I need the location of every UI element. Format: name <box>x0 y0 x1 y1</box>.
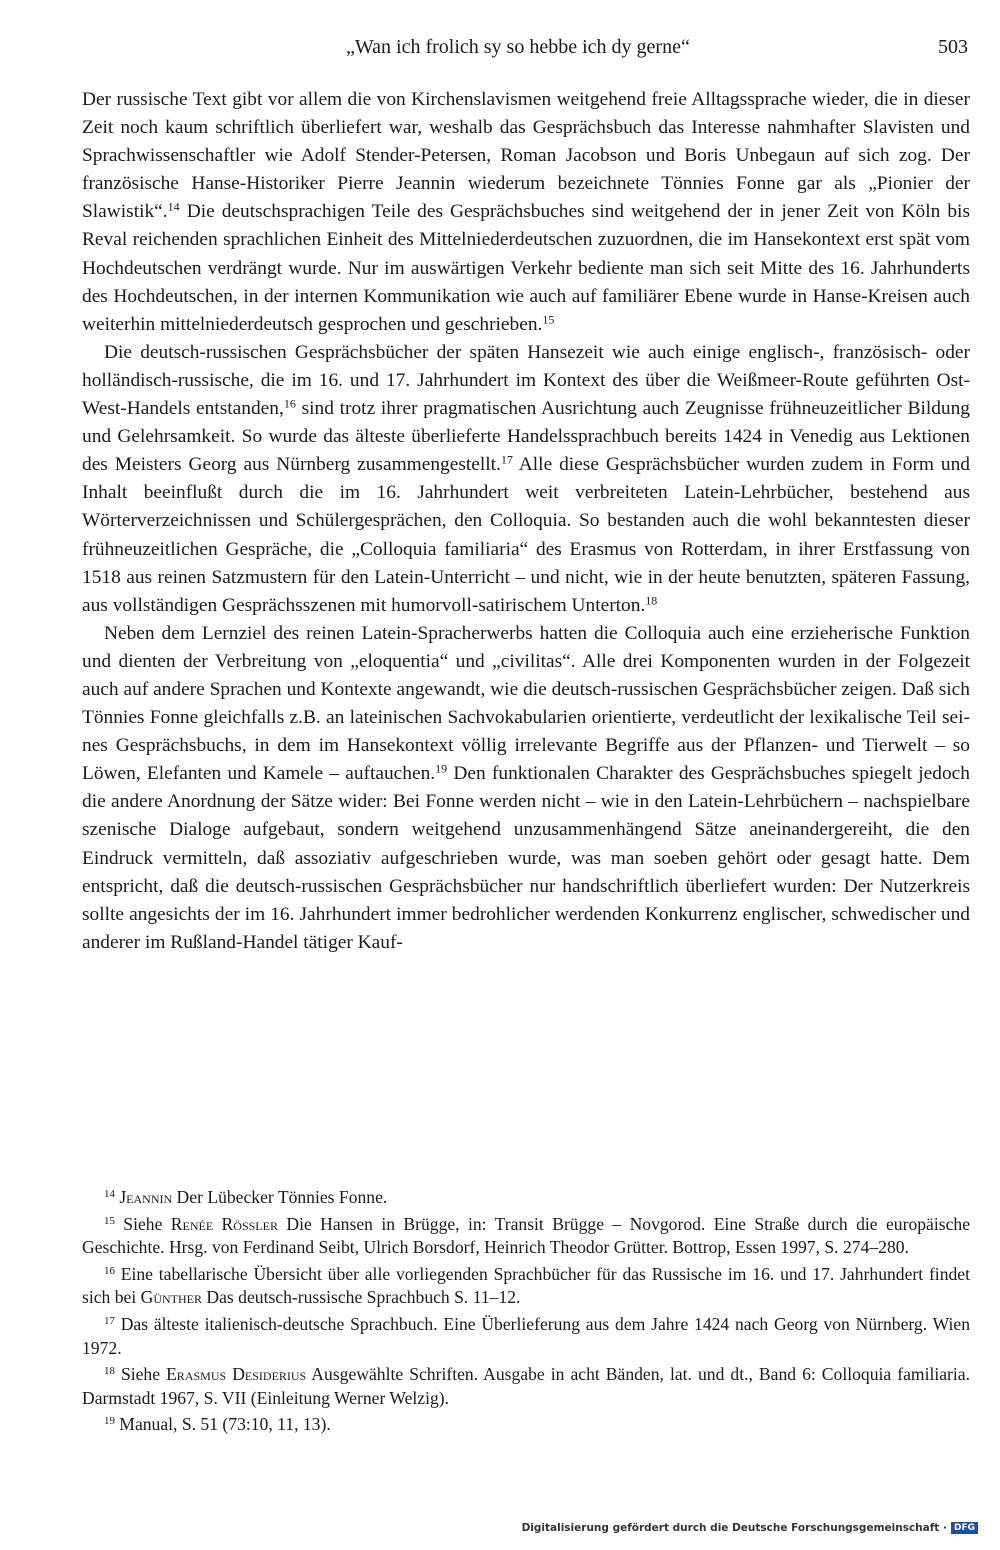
text-run: Alle diese Gesprächsbücher wurden zudem in Form und Inhalt beeinflußt durch die im 16. Jahrhundert weit verbreiteten Latein-Lehrbücher, bestehend aus Wörterverzeichnissen und Schülergesprächen, den Colloquia. So bestanden auch die wohl bekanntesten dieser frühneuzeitlichen Gespräche, die „Colloquia familiaria“ des Erasmus von Rotterdam, in ihrer Erstfassung von 1518 aus reinen Satzmustern für den Latein-Unterricht – und nicht, wie in der heute benutzten, späteren Fassung, aus vollständigen Gesprächsszenen mit humorvoll-satirischem Unterton. <box>82 454 970 616</box>
footnote <box>82 1363 970 1410</box>
footnote-text: Das deutsch-russische Sprachbuch S. 11–12. <box>202 1287 521 1308</box>
footnote-author: Renée Rößler <box>170 1213 278 1234</box>
footnote-number: 18 <box>104 1365 115 1378</box>
footnote-number: 17 <box>104 1314 115 1327</box>
footnote-author: Jeannin <box>119 1187 173 1207</box>
footnote-ref: 18 <box>645 593 658 608</box>
footnote <box>82 1213 970 1260</box>
footnote-ref: 16 <box>283 396 296 411</box>
footnote-author: Erasmus Desiderius <box>166 1364 307 1385</box>
footnote <box>82 1186 970 1210</box>
footnote-lead: Siehe <box>114 1213 171 1234</box>
footnote-ref: 19 <box>435 761 448 776</box>
text-run: Den funktionalen Charakter des Gesprächsbuches spiegelt jedoch die andere Anordnung der Sätze wider: Bei Fonne werden nicht – wie in den Latein-Lehrbüchern – nachspielbare szenische Dialoge aufgebaut, sondern weitgehend unzusammenhängend Sätze aneinandergereiht, die den Eindruck vermitteln, daß assoziativ aufgeschrieben wurde, was man soeben gehört oder gesagt hatte. Dem entspricht, daß die deutsch-russischen Gesprächsbücher nur handschriftlich überliefert wurden: Der Nutzerkreis sollte angesichts der im 16. Jahrhundert immer bedrohlicher werdenden Konkurrenz englischer, schwedischer und anderer im Rußland-Handel tätiger Kauf- <box>82 763 970 953</box>
footnotes <box>82 1186 970 1440</box>
text-run: Die deutschsprachigen Teile des Gesprächsbuches sind weitgehend der in jener Zeit von Köln bis Reval reichenden sprachlichen Einheit des Mittelniederdeutschen zuzuordnen, die im Hansekontext erst spät vom Hochdeutschen verdrängt wurde. Nur im auswärtigen Verkehr bediente man sich seit Mitte des 16. Jahrhunderts des Hochdeutschen, in der internen Kommunikation wie auch auf familiärer Ebene wurde in Hanse-Kreisen auch weiterhin mittelniederdeutsch gesprochen und geschrieben. <box>82 201 970 335</box>
footnote <box>82 1413 970 1437</box>
text-run: sind trotz ihrer pragmatischen Ausrichtung auch Zeugnisse frühneuzeitlicher Bildung und Gelehrsamkeit. So wurde das älteste überlieferte Handelssprachbuch bereits 1424 in Venedig aus Lektionen des Meisters Georg aus Nürnberg zusammengestellt. <box>82 398 970 476</box>
page-number: 503 <box>938 36 968 58</box>
footnote-lead: Eine tabellarische Übersicht über alle vorliegenden Sprachbücher für das Russische im 16. und 17. Jahrhundert findet sich bei <box>82 1263 970 1308</box>
footnote-text: Manual, S. 51 (73:10, 11, 13). <box>114 1414 331 1435</box>
running-title: „Wan ich frolich sy so hebbe ich dy gerne“ <box>346 36 690 58</box>
paragraph <box>82 86 970 339</box>
footnote-number: 15 <box>104 1214 115 1227</box>
footnote-text: Das älteste italienisch-deutsche Sprachbuch. Eine Überlieferung aus dem Jahre 1424 nach Georg von Nürnberg. Wien 1972. <box>82 1313 970 1358</box>
footnote-lead: Siehe <box>114 1364 167 1385</box>
footnote <box>82 1313 970 1360</box>
digitization-credit <box>522 1522 978 1534</box>
paragraph <box>82 620 970 957</box>
footnote-ref: 15 <box>542 312 555 327</box>
footnote-number: 16 <box>104 1264 115 1277</box>
credit-text: Digitalisierung gefördert durch die Deutsche Forschungsgemeinschaft · <box>521 1522 947 1534</box>
footnote-text: Die Hansen in Brügge, in: Transit Brügge – Novgorod. Eine Straße durch die europäische Geschichte. Hrsg. von Ferdinand Seibt, Ulrich Borsdorf, Heinrich Theodor Grütter. Bottrop, Essen 1997, S. 274–280. <box>82 1213 971 1258</box>
footnote-text: Der Lübecker Tönnies Fonne. <box>172 1187 388 1207</box>
footnote-ref: 14 <box>167 199 180 214</box>
footnote-number: 19 <box>104 1415 115 1428</box>
footnote <box>82 1263 970 1310</box>
footnote-text: Ausgewählte Schriften. Ausgabe in acht Bänden, lat. und dt., Band 6: Colloquia familiaria. Darmstadt 1967, S. VII (Einleitung Werner Welzig). <box>82 1364 970 1408</box>
footnote-ref: 17 <box>500 452 513 467</box>
text-run: Die deutsch-russischen Gesprächsbücher der späten Hansezeit wie auch einige englisch-, französisch- oder holländisch-russische, die im 16. und 17. Jahrhundert im Kontext des über die Weißmeer-Route geführten Ost-West-Handels entstanden, <box>82 341 970 420</box>
footnote-number: 14 <box>104 1188 115 1200</box>
paragraph <box>82 339 970 620</box>
footnote-author: Günther <box>140 1287 203 1308</box>
main-text <box>82 86 970 957</box>
text-run: Der russische Text gibt vor allem die von Kirchenslavismen weitgehend freie Alltagssprache wieder, die in dieser Zeit noch kaum schriftlich überliefert war, weshalb das Gesprächsbuch das Interesse nahmhafter Slavisten und Sprachwissenschaftler wie Adolf Stender-Petersen, Roman Jacobson und Boris Unbegaun auf sich zog. Der französische Hanse-Historiker Pierre Jeannin wiederum bezeichnete Tönnies Fonne gar als „Pionier der Slawistik“. <box>82 89 970 223</box>
dfg-logo: DFG <box>951 1522 978 1534</box>
text-run: Neben dem Lernziel des reinen Latein-Spracherwerbs hatten die Colloquia auch eine erzieherische Funktion und dienten der Verbreitung von „eloquentia“ und „civilitas“. Alle drei Komponenten wurden in der Folgezeit auch auf andere Sprachen und Kontexte angewandt, wie die deutsch-russischen Gesprächsbücher zeigen. Daß sich Tönnies Fonne gleichfalls z.B. an lateinischen Sachvokabularien orientierte, verdeutlicht der lexikalische Teil seines Gesprächsbuchs, in dem im Hansekontext völlig irrelevante Begriffe aus der Pflanzen- und Tierwelt – so Löwen, Elefanten und Kamele – auftauchen. <box>82 622 970 785</box>
